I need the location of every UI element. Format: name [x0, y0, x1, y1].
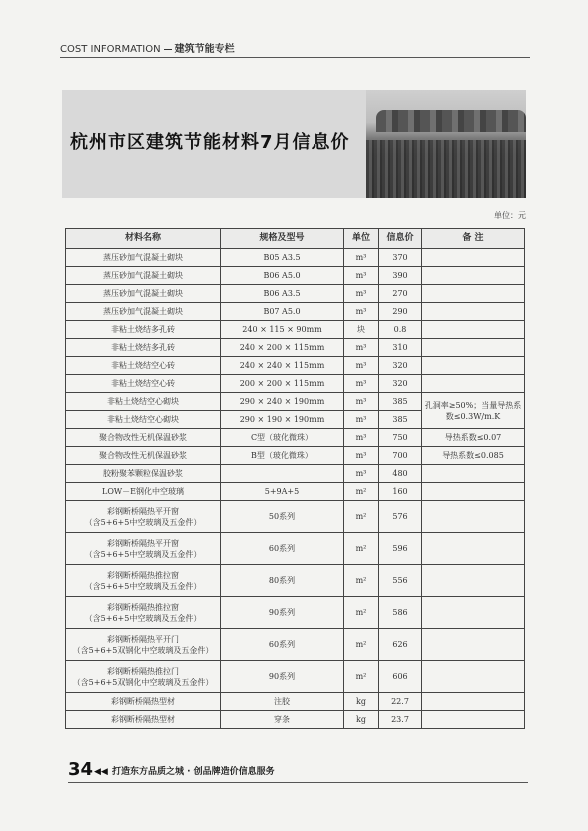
cell-unit: 块 [344, 321, 379, 339]
material-name-line: 彩钢断桥隔热推拉窗 [107, 570, 179, 580]
page-number: 34 [68, 759, 94, 780]
table-row [66, 501, 525, 533]
price-table [65, 228, 525, 729]
cell-price: 480 [379, 465, 422, 483]
material-name-line: 蒸压砂加气混凝土砌块 [103, 271, 183, 280]
banner-photo [366, 90, 526, 198]
cell-spec: 50系列 [221, 501, 344, 533]
material-name-subline: （含5+6+5中空玻璃及五金件） [84, 581, 202, 591]
cell-remark [422, 249, 525, 267]
cell-remark: 导热系数≤0.07 [422, 429, 525, 447]
cell-price: 390 [379, 267, 422, 285]
cell-material-name [66, 465, 221, 483]
cell-material-name [66, 693, 221, 711]
cell-spec: 60系列 [221, 629, 344, 661]
table-row [66, 483, 525, 501]
table-row [66, 693, 525, 711]
cell-unit: kg [344, 693, 379, 711]
table-row [66, 249, 525, 267]
cell-unit: m² [344, 565, 379, 597]
table-body [66, 249, 525, 729]
cell-material-name [66, 447, 221, 465]
cell-unit: m² [344, 661, 379, 693]
cell-price: 606 [379, 661, 422, 693]
cell-price: 385 [379, 411, 422, 429]
cell-material-name [66, 267, 221, 285]
unit-note: 单位：元 [494, 211, 526, 220]
cell-unit: m³ [344, 285, 379, 303]
cell-material-name [66, 249, 221, 267]
material-name-subline: （含5+6+5中空玻璃及五金件） [84, 549, 202, 559]
material-name-line: 彩钢断桥隔热型材 [111, 697, 175, 706]
cell-spec: 240 × 200 × 115mm [221, 339, 344, 357]
header-remark: 备 注 [422, 229, 525, 249]
cell-remark [422, 357, 525, 375]
material-name-line: 非粘土烧结多孔砖 [111, 325, 175, 334]
material-name-line: 彩钢断桥隔热推拉窗 [107, 602, 179, 612]
header-separator [164, 49, 172, 50]
cell-price: 700 [379, 447, 422, 465]
cell-remark: 孔洞率≥50%；当量导热系数≤0.3W/m.K [422, 393, 525, 429]
cell-price: 22.7 [379, 693, 422, 711]
cell-unit: m³ [344, 393, 379, 411]
cell-unit: m³ [344, 267, 379, 285]
table-row [66, 357, 525, 375]
cell-unit: m² [344, 483, 379, 501]
table-row [66, 629, 525, 661]
table-row [66, 565, 525, 597]
cell-spec: B06 A3.5 [221, 285, 344, 303]
cell-unit: m² [344, 501, 379, 533]
cell-remark [422, 629, 525, 661]
cell-material-name [66, 357, 221, 375]
table-row [66, 393, 525, 411]
cell-material-name [66, 711, 221, 729]
cell-remark [422, 375, 525, 393]
cell-unit: m³ [344, 357, 379, 375]
cell-unit: m² [344, 597, 379, 629]
table-row [66, 447, 525, 465]
table-row [66, 597, 525, 629]
table-row [66, 285, 525, 303]
cell-unit: kg [344, 711, 379, 729]
cell-material-name [66, 321, 221, 339]
cell-price: 576 [379, 501, 422, 533]
cell-remark [422, 565, 525, 597]
material-name-line: 非粘土烧结空心砌块 [107, 415, 179, 424]
cell-spec: 240 × 240 × 115mm [221, 357, 344, 375]
cell-spec: B型（玻化微珠） [221, 447, 344, 465]
table-row [66, 533, 525, 565]
table-row [66, 711, 525, 729]
cell-remark [422, 661, 525, 693]
section-column-label: 建筑节能专栏 [174, 44, 235, 55]
cell-remark [422, 533, 525, 565]
material-name-subline: （含5+6+5中空玻璃及五金件） [84, 517, 202, 527]
cell-spec: 注胶 [221, 693, 344, 711]
cell-unit: m³ [344, 411, 379, 429]
cell-price: 596 [379, 533, 422, 565]
cell-price: 23.7 [379, 711, 422, 729]
table-row [66, 465, 525, 483]
material-name-line: 蒸压砂加气混凝土砌块 [103, 307, 183, 316]
cell-spec: 5+9A+5 [221, 483, 344, 501]
cell-material-name [66, 565, 221, 597]
cell-remark [422, 285, 525, 303]
material-name-subline: （含5+6+5双钢化中空玻璃及五金件） [72, 677, 214, 687]
table-row [66, 429, 525, 447]
cell-unit: m³ [344, 375, 379, 393]
section-english-label: COST INFORMATION [60, 44, 161, 55]
title-banner [62, 90, 526, 198]
banner-photo-flowers [366, 140, 526, 198]
cell-spec: 240 × 115 × 90mm [221, 321, 344, 339]
cell-price: 0.8 [379, 321, 422, 339]
header-spec: 规格及型号 [221, 229, 344, 249]
cell-material-name [66, 597, 221, 629]
table-row [66, 321, 525, 339]
cell-material-name [66, 375, 221, 393]
table-row [66, 339, 525, 357]
cell-unit: m³ [344, 249, 379, 267]
material-name-line: 聚合物改性无机保温砂浆 [99, 433, 187, 442]
material-name-subline: （含5+6+5中空玻璃及五金件） [84, 613, 202, 623]
material-name-line: 蒸压砂加气混凝土砌块 [103, 253, 183, 262]
material-name-subline: （含5+6+5双钢化中空玻璃及五金件） [72, 645, 214, 655]
cell-spec: 80系列 [221, 565, 344, 597]
cell-spec: 290 × 190 × 190mm [221, 411, 344, 429]
footer-slogan: 打造东方品质之城 · 创品牌造价信息服务 [112, 767, 275, 777]
cell-unit: m³ [344, 447, 379, 465]
material-name-line: 胶粉聚苯颗粒保温砂浆 [103, 469, 183, 478]
cell-remark [422, 693, 525, 711]
cell-unit: m³ [344, 339, 379, 357]
material-name-line: 彩钢断桥隔热平开窗 [107, 538, 179, 548]
cell-price: 385 [379, 393, 422, 411]
cell-price: 586 [379, 597, 422, 629]
cell-unit: m² [344, 533, 379, 565]
cell-price: 320 [379, 375, 422, 393]
cell-spec: C型（玻化微珠） [221, 429, 344, 447]
cell-remark [422, 597, 525, 629]
cell-material-name [66, 393, 221, 411]
cell-remark [422, 501, 525, 533]
cell-material-name [66, 285, 221, 303]
cell-price: 310 [379, 339, 422, 357]
material-name-line: 蒸压砂加气混凝土砌块 [103, 289, 183, 298]
cell-unit: m³ [344, 429, 379, 447]
cell-unit: m³ [344, 465, 379, 483]
cell-price: 290 [379, 303, 422, 321]
material-name-line: 彩钢断桥隔热推拉门 [107, 666, 179, 676]
cell-price: 160 [379, 483, 422, 501]
cell-price: 750 [379, 429, 422, 447]
cell-spec: 90系列 [221, 661, 344, 693]
material-name-line: 彩钢断桥隔热平开门 [107, 634, 179, 644]
table-row [66, 303, 525, 321]
footer-arrows-icon: ◀◀ [94, 767, 108, 777]
cell-spec: 290 × 240 × 190mm [221, 393, 344, 411]
table-row [66, 661, 525, 693]
table-row [66, 375, 525, 393]
material-name-line: 非粘土烧结多孔砖 [111, 343, 175, 352]
cell-material-name [66, 411, 221, 429]
cell-remark: 导热系数≤0.085 [422, 447, 525, 465]
material-name-line: 彩钢断桥隔热平开窗 [107, 506, 179, 516]
cell-material-name [66, 483, 221, 501]
material-name-line: LOW－E钢化中空玻璃 [102, 487, 184, 496]
table-header-row [66, 229, 525, 249]
page-title: 杭州市区建筑节能材料7月信息价 [70, 132, 350, 153]
banner-photo-trees [376, 110, 526, 132]
cell-spec: B05 A3.5 [221, 249, 344, 267]
cell-remark [422, 483, 525, 501]
cell-spec [221, 465, 344, 483]
cell-material-name [66, 629, 221, 661]
header-unit: 单位 [344, 229, 379, 249]
cell-spec: 穿条 [221, 711, 344, 729]
material-name-line: 非粘土烧结空心砖 [111, 379, 175, 388]
material-name-line: 彩钢断桥隔热型材 [111, 715, 175, 724]
running-header [60, 40, 530, 58]
cell-material-name [66, 661, 221, 693]
cell-price: 270 [379, 285, 422, 303]
cell-material-name [66, 303, 221, 321]
cell-spec: 60系列 [221, 533, 344, 565]
page-footer [68, 760, 528, 783]
cell-remark [422, 465, 525, 483]
cell-remark [422, 339, 525, 357]
cell-spec: 200 × 200 × 115mm [221, 375, 344, 393]
cell-remark [422, 321, 525, 339]
cell-remark [422, 267, 525, 285]
material-name-line: 聚合物改性无机保温砂浆 [99, 451, 187, 460]
cell-material-name [66, 533, 221, 565]
cell-price: 556 [379, 565, 422, 597]
cell-unit: m² [344, 629, 379, 661]
cell-spec: B07 A5.0 [221, 303, 344, 321]
cell-price: 370 [379, 249, 422, 267]
cell-price: 626 [379, 629, 422, 661]
table-row [66, 267, 525, 285]
cell-material-name [66, 501, 221, 533]
cell-spec: B06 A5.0 [221, 267, 344, 285]
cell-material-name [66, 339, 221, 357]
cell-spec: 90系列 [221, 597, 344, 629]
cell-price: 320 [379, 357, 422, 375]
material-name-line: 非粘土烧结空心砖 [111, 361, 175, 370]
material-name-line: 非粘土烧结空心砌块 [107, 397, 179, 406]
header-price: 信息价 [379, 229, 422, 249]
cell-material-name [66, 429, 221, 447]
header-material-name: 材料名称 [66, 229, 221, 249]
cell-unit: m³ [344, 303, 379, 321]
cell-remark [422, 711, 525, 729]
cell-remark [422, 303, 525, 321]
